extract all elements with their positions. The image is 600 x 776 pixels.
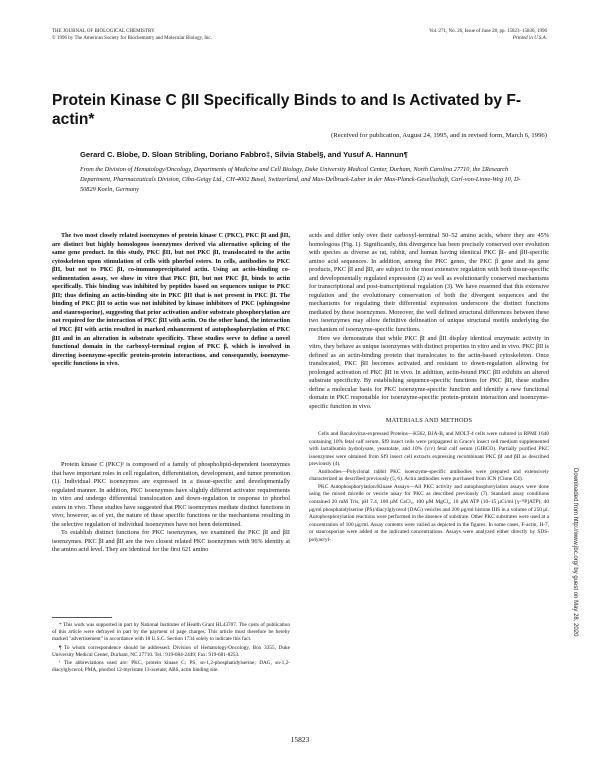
intro-paragraph-1: Protein kinase C (PKC)¹ is composed of a family of phospholipid-dependent isoenzymes that have important roles in cell regulation, differentiation, development, and tumor promotion (1). Individual PKC isoenzymes are expressed in a tissue-specific and developmentally regulated manner. In addition, PKC isoenzymes have slightly different activator requirements in vitro and undergo differential translocation and down-regulation in response to phorbol esters in vivo. These studies have suggested that PKC isoenzymes mediate distinct functions in vivo; however, as of yet, the nature of these specific functions or the mechanisms resulting in the selective regulation of individual isoenzymes have not been determined. [52,461,290,528]
running-header-right [429,29,547,42]
abstract-text: The two most closely related isoenzymes of protein kinase C (PKC), PKC βI and βII, are distinct but highly homologous isoenzymes derived via alternative splicing of the same gene product. In this study, PKC βII, but not PKC βI, translocated to the actin cytoskeleton upon stimulation of cells with phorbol esters. In cells, antibodies to PKC βII, but not to PKC βI, co-immunoprecipitated actin. Using an actin-binding co-sedimentation assay, we show in vitro that PKC βII, but not PKC βI, binds to actin specifically. This binding was inhibited by peptides based on sequences unique to PKC βII; thus defining an actin-binding site in PKC βII that is not present in PKC βI. The binding of PKC βII to actin was not inhibited by kinase inhibitors of PKC (sphingosine and staurosporine), suggesting that prior activation and/or substrate phosphorylation are not required for the interaction of PKC βII with actin. On the other hand, the interaction of PKC βII with actin resulted in marked enhancement of autophosphorylation of PKC βII and in an alteration in substrate specificity. These studies serve to define a novel functional domain in the carboxyl-terminal region of PKC β, which is involved in directing isoenzyme-specific protein-protein interactions, and consequently, isoenzyme-specific functions in vivo. [52,232,290,368]
abstract [52,232,290,369]
received-date: (Received for publication, August 24, 1995, and in revised form, March 6, 1996) [331,132,547,139]
footnote-abbreviations: ¹ The abbreviations used are: PKC, protein kinase C; PS, sn-1,2-phosphatidylserine; DAG, sn-1,2-diacylglycerol; PMA, phorbol 12-myristate 13-acetate; ABS, actin binding site. [52,660,290,674]
author-list: Gerard C. Blobe, D. Sloan Stribling, Doriano Fabbro‡, Silvia Stabel§, and Yusuf A. Hannun¶ [80,150,408,159]
journal-name: THE JOURNAL OF BIOLOGICAL CHEMISTRY [52,29,155,34]
right-column [309,232,549,544]
affiliations: From the Division of Hematology/Oncology, Departments of Medicine and Cell Biology, Duke University Medical Center, Durham, North Carolina 27710, the ‡Research Department, Pharmaceuticals Division, Ciba-Geigy Ltd., CH-4002 Basel, Switzerland, and Max-Delbruck-Laber in der Max-Planck-Gesellschaft, Carl-von-Linne-Weg 10, D-50829 Koeln, Germany [80,166,521,193]
introduction [52,461,290,555]
methods-paragraph-assays: PKC Autophosphorylation/Kinase Assays—All PKC activity and autophosphorylation assays were done using the mixed micelle or vesicle assay for PKC as described previously (7). Standard assay conditions contained 20 mM Tris, pH 7.4, 100 μM CaCl₂, 100 μM MgCl₂, 10 μM ATP (10–15 μCi/ml [γ-³²P]ATP), 40 μg/ml phosphatidylserine (PS)/diacylglycerol (DAG) vesicles and 200 μg/ml histone IIIS in a volume of 250 μl. Autophosphorylation reactions were performed in the absence of substrate. Other PKC substrates were used at a concentration of 100 μg/ml. Assay contents were varied as depicted in the figures. In some cases, F-actin, H-7, or staurosporine were added at the indicated concentrations. Assays were analyzed either directly by SDS-polyacryl- [309,483,549,543]
methods-paragraph-antibodies: Antibodies—Polyclonal rabbit PKC isoenzyme-specific antibodies were prepared and extensively characterized as described previously (5, 6). Actin antibodies were purchased from ICN (Clone C4). [309,468,549,483]
methods-heading: MATERIALS AND METHODS [385,417,473,425]
volume-info: Vol. 271, No. 26, Issue of June 28, pp. 15823–15830, 1996 [429,29,547,34]
methods-section [309,431,549,544]
footnote-divider [52,617,112,618]
footnote-correspondence: ¶ To whom correspondence should be addressed: Division of Hematology/Oncology, Box 3355, Duke University Medical Center, Durham, NC 27710. Tel.: 919-684-2449; Fax: 919-681-8253. [52,644,290,658]
article-title: Protein Kinase C βII Specifically Binds to and Is Activated by F-actin* [52,92,522,128]
download-watermark: Downloaded from http://www.jbc.org/ by guest on May 28, 2020 [572,468,578,637]
running-header-left [52,29,212,42]
footnotes [52,622,290,676]
footnote-funding: * This work was supported in part by National Institutes of Health Grant HL43707. The costs of publication of this article were defrayed in part by the payment of page charges. This article must therefore be hereby marked "advertisement" in accordance with 18 U.S.C. Section 1734 solely to indicate this fact. [52,622,290,643]
methods-paragraph-cells: Cells and Baculovirus-expressed Proteins—K562, BJA-B, and MOLT-4 cells were cultured in RPMI 1640 containing 10% fetal calf serum. Sf9 insect cells were propagated in Grace's insect cell medium supplemented with lactalbumin hydrolysate, yeastolate, and 10% (v/v) fetal calf serum (GIBCO). Partially purified PKC isoenzymes were obtained from Sf9 insect cell extracts expressing recombinant PKC βI and βII as described previously (4). [309,431,549,468]
page-number: 15823 [290,735,310,744]
intro-paragraph-2: To establish distinct functions for PKC isoenzymes, we examined the PKC βI and βII isoenzymes. PKC βI and βII are the two closest related PKC isoenzymes with 96% identity at the amino acid level. They are identical for the first 621 amino [52,529,290,554]
body-paragraph-2: Here we demonstrate that while PKC βI and βII display identical enzymatic activity in vitro, they behave as unique isoenzymes with distinct properties in vitro and in vivo. PKC βII is defined as an actin-binding protein that translocates to the actin-based cytoskeleton. Once translocated, PKC βII becomes activated and resistant to down-regulation allowing for prolonged activation of PKC βII in vivo. In addition, actin-bound PKC βII exhibits an altered substrate specificity. By establishing sequence-specific functions for PKC βII, these studies define a molecular basis for PKC isoenzyme-specific function and identify a new functional domain in PKC responsible for isoenzyme-specific protein-protein interaction and isoenzyme-specific function in vivo. [309,334,549,410]
copyright-line: © 1996 by The American Society for Biochemistry and Molecular Biology, Inc. [52,35,212,41]
body-paragraph-1: acids and differ only over their carboxyl-terminal 50–52 amino acids, where they are 45% homologous (Fig. 1). Significantly, this divergence has been precisely conserved over evolution with species as diverse as rat, rabbit, and human having identical PKC βI- and βII-specific amino acid sequences. In addition, among the PKC genes, the PKC β gene and its gene products, PKC βI and βII, are subject to the most extensive regulation with both tissue-specific and developmentally regulated expression (2) as well as evolutionarily conserved mechanisms for transcriptional and post-transcriptional regulation (3). We have reasoned that this extensive regulation and the evolutionary conservation of both the divergent sequences and the mechanisms for regulating their differential expression underscore the distinct functions mediated by these isoenzymes. Moreover, the well defined structural differences between these two isoenzymes may allow definitive delineation of unique structural motifs underlying the mechanism of isoenzyme-specific functions. [309,232,549,334]
printed-location: Printed in U.S.A. [512,35,547,41]
